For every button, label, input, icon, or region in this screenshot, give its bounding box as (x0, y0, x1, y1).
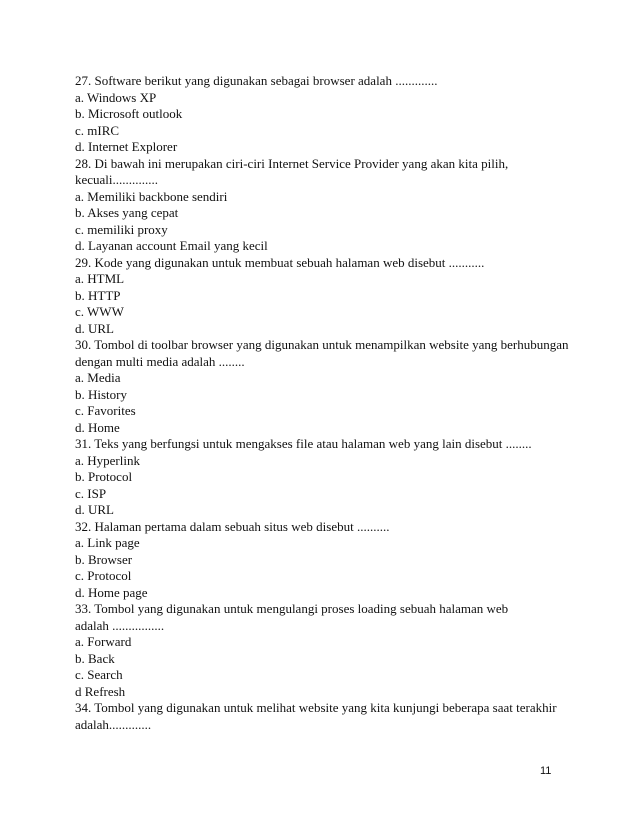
option-31-c: c. ISP (75, 485, 107, 501)
question-30-continued: dengan multi media adalah ........ (75, 353, 245, 369)
option-27-d: d. Internet Explorer (75, 139, 178, 154)
option-27-b: b. Microsoft outlook (75, 106, 183, 121)
option-28-d: d. Layanan account Email yang kecil (75, 238, 268, 253)
option-30-b: b. History (75, 386, 127, 402)
option-29-c: c. WWW (75, 304, 124, 319)
option-33-d: d Refresh (75, 683, 126, 699)
option-31-b: b. Protocol (75, 469, 133, 484)
option-33-c: c. Search (75, 667, 123, 682)
option-29-d: d. URL (75, 320, 114, 336)
option-28-c: c. memiliki proxy (75, 221, 168, 237)
question-28-continued: kecuali.............. (75, 172, 159, 187)
question-34: 34. Tombol yang digunakan untuk melihat website yang kita kunjungi beberapa saat terakhir (75, 700, 557, 715)
question-28: 28. Di bawah ini merupakan ciri-ciri Internet Service Provider yang akan kita pilih, (75, 155, 509, 171)
option-28-b: b. Akses yang cepat (75, 205, 179, 220)
option-32-d: d. Home page (75, 584, 148, 600)
option-30-c: c. Favorites (75, 403, 136, 418)
option-29-b: b. HTTP (75, 287, 121, 303)
question-32: 32. Halaman pertama dalam sebuah situs web disebut .......... (75, 518, 390, 534)
option-31-d: d. URL (75, 502, 114, 517)
question-31: 31. Teks yang berfungsi untuk mengakses file atau halaman web yang lain disebut ........ (75, 436, 532, 451)
page-number: 11 (540, 765, 552, 777)
option-32-b: b. Browser (75, 551, 133, 567)
document-body (75, 73, 575, 733)
option-27-a: a. Windows XP (75, 89, 157, 105)
option-30-d: d. Home (75, 419, 120, 435)
question-29: 29. Kode yang digunakan untuk membuat sebuah halaman web disebut ........... (75, 254, 485, 270)
option-30-a: a. Media (75, 370, 121, 385)
option-33-a: a. Forward (75, 634, 132, 649)
question-33-continued: adalah ................ (75, 617, 165, 633)
question-30: 30. Tombol di toolbar browser yang digunakan untuk menampilkan website yang berhubungan (75, 337, 569, 352)
option-33-b: b. Back (75, 650, 115, 666)
option-27-c: c. mIRC (75, 122, 120, 138)
option-31-a: a. Hyperlink (75, 452, 140, 468)
question-34-continued: adalah............. (75, 716, 152, 732)
question-33: 33. Tombol yang digunakan untuk mengulangi proses loading sebuah halaman web (75, 601, 509, 616)
option-29-a: a. HTML (75, 271, 125, 286)
option-28-a: a. Memiliki backbone sendiri (75, 188, 228, 204)
option-32-c: c. Protocol (75, 568, 132, 583)
question-27: 27. Software berikut yang digunakan sebagai browser adalah ............. (75, 73, 438, 88)
option-32-a: a. Link page (75, 535, 140, 550)
